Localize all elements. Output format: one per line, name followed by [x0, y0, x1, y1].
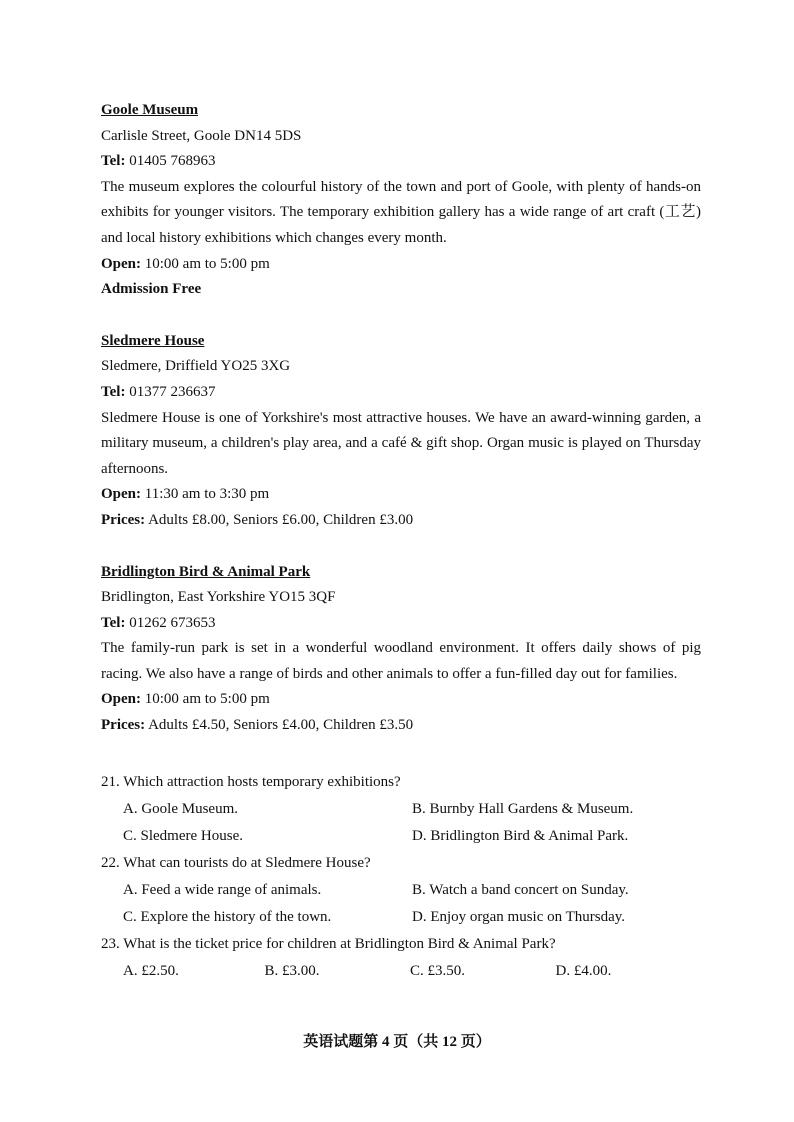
attraction-address: Sledmere, Driffield YO25 3XG: [101, 358, 291, 375]
prices-info: Adults £8.00, Seniors £6.00, Children £3.00: [148, 511, 414, 528]
attraction-sledmere-house: [101, 329, 701, 534]
prices-label: Prices:: [101, 511, 146, 528]
attraction-goole-museum: [101, 98, 701, 303]
option-a: A. £2.50.: [123, 962, 179, 979]
option-c: C. Sledmere House.: [123, 827, 243, 844]
tel-number: 01405 768963: [129, 153, 216, 170]
question-stem: 21. Which attraction hosts temporary exhibitions?: [101, 773, 401, 790]
question-list: [101, 769, 701, 985]
tel-number: 01262 673653: [129, 614, 216, 631]
open-hours: 11:30 am to 3:30 pm: [144, 486, 270, 503]
open-label: Open:: [101, 255, 142, 272]
exam-page: [101, 98, 701, 985]
tel-label: Tel:: [101, 614, 126, 631]
option-a: A. Feed a wide range of animals.: [123, 881, 322, 898]
page-footer: 英语试题第 4 页（共 12 页）: [303, 1034, 491, 1050]
prices-info: Adults £4.50, Seniors £4.00, Children £3.50: [148, 717, 414, 734]
tel-label: Tel:: [101, 153, 126, 170]
attraction-address: Bridlington, East Yorkshire YO15 3QF: [101, 589, 336, 606]
option-d: D. £4.00.: [555, 962, 612, 979]
tel-label: Tel:: [101, 383, 126, 400]
question-stem: 22. What can tourists do at Sledmere House?: [101, 854, 371, 871]
admission-info: Admission Free: [101, 281, 202, 298]
question-23: [101, 931, 701, 985]
open-hours: 10:00 am to 5:00 pm: [144, 255, 270, 272]
question-21: [101, 769, 701, 850]
attraction-bridlington-park: [101, 560, 701, 739]
option-b: B. Burnby Hall Gardens & Museum.: [412, 800, 634, 817]
attraction-title: Bridlington Bird & Animal Park: [101, 563, 311, 580]
attraction-address: Carlisle Street, Goole DN14 5DS: [101, 127, 302, 144]
option-c: C. £3.50.: [410, 962, 466, 979]
attraction-title: Sledmere House: [101, 332, 205, 349]
attraction-description: The family-run park is set in a wonderful woodland environment. It offers daily shows of pig racing. We also have a range of birds and other animals to offer a fun-filled day out for families.: [101, 640, 701, 682]
prices-label: Prices:: [101, 717, 146, 734]
option-c: C. Explore the history of the town.: [123, 908, 332, 925]
option-b: B. Watch a band concert on Sunday.: [412, 881, 629, 898]
option-b: B. £3.00.: [264, 962, 320, 979]
question-stem: 23. What is the ticket price for children at Bridlington Bird & Animal Park?: [101, 935, 556, 952]
open-label: Open:: [101, 691, 142, 708]
open-hours: 10:00 am to 5:00 pm: [144, 691, 270, 708]
attraction-description: Sledmere House is one of Yorkshire's most attractive houses. We have an award-winning garden, a military museum, a children's play area, and a café & gift shop. Organ music is played on Thursday afternoons.: [101, 409, 701, 477]
question-22: [101, 850, 701, 931]
open-label: Open:: [101, 486, 142, 503]
option-a: A. Goole Museum.: [123, 800, 238, 817]
attraction-title: Goole Museum: [101, 102, 199, 118]
option-d: D. Enjoy organ music on Thursday.: [412, 908, 626, 925]
option-d: D. Bridlington Bird & Animal Park.: [412, 827, 629, 844]
attraction-description: The museum explores the colourful history of the town and port of Goole, with plenty of hands-on exhibits for younger visitors. The temporary exhibition gallery has a wide range of art craft (工艺) and local history exhibitions which changes every month.: [101, 178, 701, 246]
tel-number: 01377 236637: [129, 383, 216, 400]
